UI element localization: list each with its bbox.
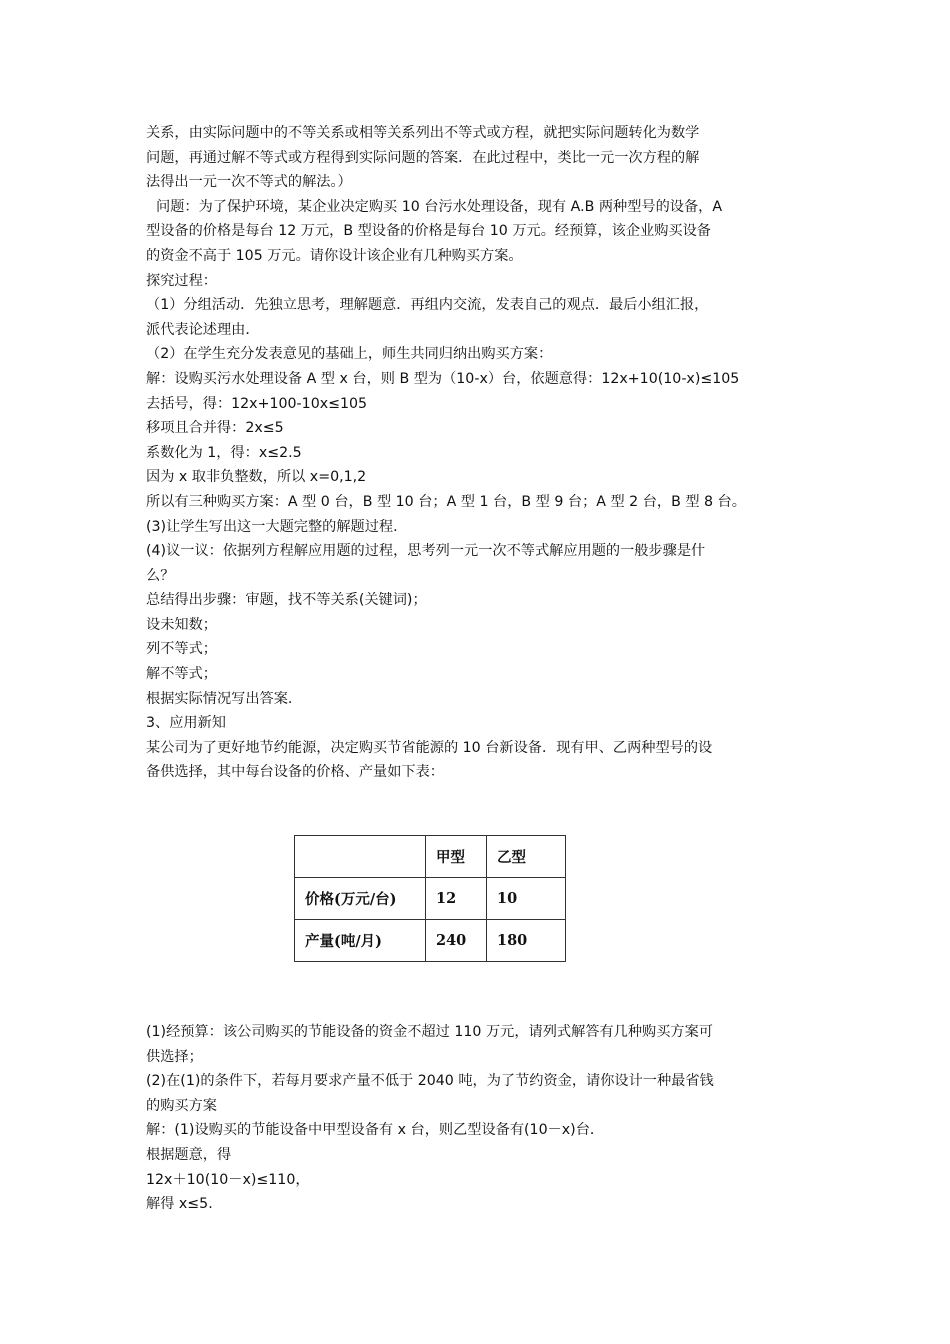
text-line: 去括号，得：12x+100-10x≤105 (146, 395, 368, 412)
text-line: （1）分组活动．先独立思考，理解题意．再组内交流，发表自己的观点．最后小组汇报， (146, 297, 709, 314)
text-line: 派代表论述理由． (146, 321, 260, 338)
table-header-cell (295, 836, 426, 878)
table-header-cell: 甲型 (426, 836, 487, 878)
table-cell: 产量(吨/月) (295, 920, 426, 962)
problem-line: 问题：为了保护环境，某企业决定购买 10 台污水处理设备，现有 A.B 两种型号的设备，A (156, 198, 723, 215)
text-line: 问题，再通过解不等式或方程得到实际问题的答案．在此过程中，类比一元一次方程的解 (146, 149, 700, 166)
text-line: 因为 x 取非负整数，所以 x=0,1,2 (146, 469, 367, 486)
text-line: 12x＋10(10－x)≤110， (146, 1171, 310, 1188)
document-page (146, 121, 808, 1217)
text-line: 所以有三种购买方案：A 型 0 台，B 型 10 台；A 型 1 台，B 型 9 台；A 型 2 台，B 型 8 台。 (146, 493, 746, 510)
equipment-table (294, 835, 566, 962)
text-line: 的资金不高于 105 万元。请你设计该企业有几种购买方案。 (146, 247, 523, 264)
table-header-row (295, 836, 566, 878)
table-cell: 240 (426, 920, 487, 962)
text-line: 解得 x≤5. (146, 1196, 213, 1213)
table-row (295, 920, 566, 962)
text-line: （2）在学生充分发表意见的基础上，师生共同归纳出购买方案： (146, 346, 553, 363)
table-row (295, 878, 566, 920)
text-line: 解：设购买污水处理设备 A 型 x 台，则 B 型为（10-x）台，依题意得：12x+10(10-x)≤105 (146, 370, 740, 387)
text-line: 法得出一元一次不等式的解法。） (146, 174, 352, 191)
text-line: 设未知数； (146, 616, 217, 633)
table-header-cell: 乙型 (487, 836, 566, 878)
spacer (146, 785, 808, 835)
section-heading: 3、应用新知 (146, 715, 226, 732)
text-line: 的购买方案 (146, 1097, 217, 1114)
text-line: 移项且合并得：2x≤5 (146, 420, 284, 437)
text-line: (1)经预算：该公司购买的节能设备的资金不超过 110 万元，请列式解答有几种购买方案可 (146, 1024, 713, 1041)
text-line: 关系，由实际问题中的不等关系或相等关系列出不等式或方程，就把实际问题转化为数学 (146, 125, 700, 141)
text-line: 么？ (146, 567, 175, 584)
text-block-top (146, 121, 808, 785)
table-cell: 180 (487, 920, 566, 962)
spacer (146, 962, 808, 1020)
text-line: 根据实际情况写出答案. (146, 690, 293, 707)
text-line: (2)在(1)的条件下，若每月要求产量不低于 2040 吨，为了节约资金，请你设计一种最省钱 (146, 1073, 714, 1090)
table-cell: 10 (487, 878, 566, 920)
text-line: 列不等式； (146, 641, 217, 658)
text-line: 备供选择，其中每台设备的价格、产量如下表： (146, 764, 444, 781)
text-line: 解：(1)设购买的节能设备中甲型设备有 x 台，则乙型设备有(10－x)台． (146, 1122, 605, 1139)
text-line: 根据题意，得 (146, 1147, 232, 1163)
text-line: 型设备的价格是每台 12 万元，B 型设备的价格是每台 10 万元。经预算，该企业购买设备 (146, 223, 711, 240)
text-line: 某公司为了更好地节约能源，决定购买节省能源的 10 台新设备．现有甲、乙两种型号的设 (146, 739, 713, 756)
table-cell: 价格(万元/台) (295, 878, 426, 920)
text-line: (3)让学生写出这一大题完整的解题过程. (146, 518, 398, 535)
text-block-bottom (146, 1020, 808, 1217)
text-line: 解不等式； (146, 666, 217, 683)
table-cell: 12 (426, 878, 487, 920)
text-line: 探究过程： (146, 272, 217, 289)
text-line: (4)议一议：依据列方程解应用题的过程，思考列一元一次不等式解应用题的一般步骤是什 (146, 543, 706, 560)
text-line: 系数化为 1，得：x≤2.5 (146, 444, 302, 461)
text-line: 供选择； (146, 1048, 203, 1065)
text-line: 总结得出步骤：审题，找不等关系(关键词)； (146, 592, 427, 609)
